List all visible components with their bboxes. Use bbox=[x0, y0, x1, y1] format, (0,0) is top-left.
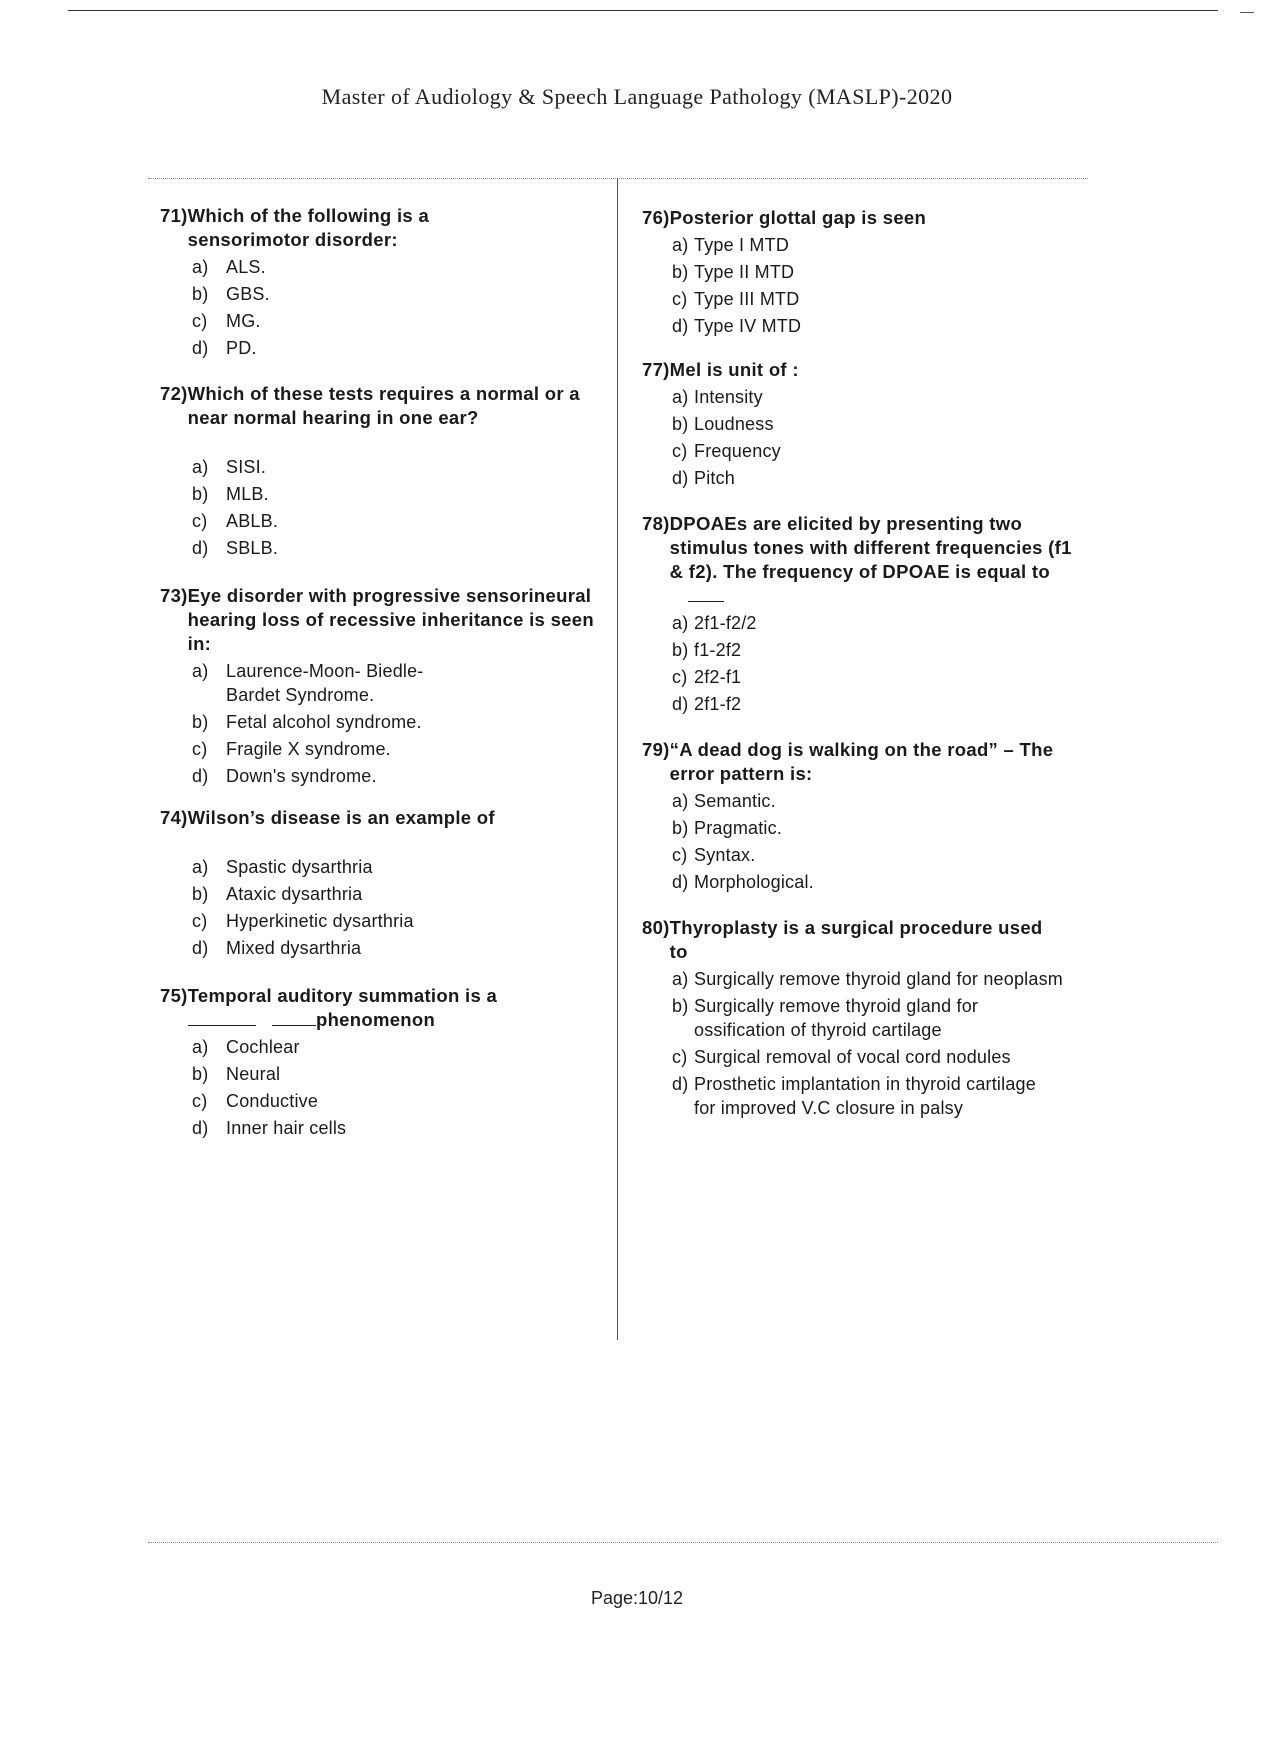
option-d: d) Mixed dysarthria bbox=[192, 938, 362, 958]
option-c: c) Syntax. bbox=[672, 845, 756, 865]
question-72 bbox=[160, 382, 600, 560]
option-a: a) Semantic. bbox=[672, 791, 776, 811]
answer-blank bbox=[188, 1025, 256, 1026]
option-b: b) GBS. bbox=[192, 284, 270, 304]
option-d: d) Prosthetic implantation in thyroid cartilage for improved V.C closure in palsy bbox=[672, 1074, 1036, 1118]
question-text: Eye disorder with progressive sensorineural hearing loss of recessive inheritance is seen in: bbox=[187, 585, 594, 654]
question-text: Wilson’s disease is an example of bbox=[187, 807, 495, 828]
option-c: c) Surgical removal of vocal cord nodules bbox=[672, 1047, 1011, 1067]
option-d: d) Inner hair cells bbox=[192, 1118, 347, 1138]
option-c: c) 2f2-f1 bbox=[672, 667, 742, 687]
option-a: a) Laurence-Moon- Biedle- Bardet Syndrome. bbox=[192, 661, 424, 705]
option-b: b) MLB. bbox=[192, 484, 269, 504]
question-76 bbox=[642, 206, 1072, 338]
question-text: Thyroplasty is a surgical procedure used to bbox=[669, 917, 1043, 962]
option-b: b) Loudness bbox=[672, 414, 774, 434]
option-c: c) Fragile X syndrome. bbox=[192, 739, 391, 759]
page-title: Master of Audiology & Speech Language Pathology (MASLP)-2020 bbox=[321, 84, 953, 109]
option-a: a) Cochlear bbox=[192, 1037, 300, 1057]
question-stem bbox=[160, 806, 600, 830]
option-d: d) Down's syndrome. bbox=[192, 766, 377, 786]
option-d: d) 2f1-f2 bbox=[672, 694, 742, 714]
question-number: 75) bbox=[160, 985, 188, 1006]
question-text: Which of these tests requires a normal or a near normal hearing in one ear? bbox=[187, 383, 580, 428]
option-a: a) SISI. bbox=[192, 457, 267, 477]
question-number: 71) bbox=[160, 205, 188, 226]
spacer bbox=[160, 830, 600, 852]
question-78 bbox=[642, 512, 1072, 716]
option-d: d) Morphological. bbox=[672, 872, 814, 892]
question-number: 77) bbox=[642, 359, 670, 380]
option-c: c) ABLB. bbox=[192, 511, 279, 531]
question-79 bbox=[642, 738, 1072, 894]
option-a: a) ALS. bbox=[192, 257, 266, 277]
option-b: b) Neural bbox=[192, 1064, 281, 1084]
answer-blank bbox=[272, 1025, 316, 1026]
footer-divider bbox=[148, 1542, 1218, 1543]
question-stem bbox=[642, 738, 1072, 786]
question-text: Temporal auditory summation is a phenomenon bbox=[187, 985, 498, 1030]
question-stem bbox=[160, 204, 600, 252]
question-text: Mel is unit of : bbox=[669, 359, 799, 380]
option-b: b) f1-2f2 bbox=[672, 640, 742, 660]
question-stem bbox=[642, 916, 1072, 964]
question-stem bbox=[160, 584, 600, 656]
question-number: 80) bbox=[642, 917, 670, 938]
option-c: c) MG. bbox=[192, 311, 261, 331]
question-number: 73) bbox=[160, 585, 188, 606]
top-rule-mark bbox=[1240, 12, 1254, 13]
option-a: a) Spastic dysarthria bbox=[192, 857, 373, 877]
question-stem bbox=[160, 382, 600, 430]
option-d: d) Pitch bbox=[672, 468, 736, 488]
option-d: d) SBLB. bbox=[192, 538, 279, 558]
question-73 bbox=[160, 584, 600, 788]
option-a: a) Intensity bbox=[672, 387, 763, 407]
question-text: “A dead dog is walking on the road” – The error pattern is: bbox=[669, 739, 1054, 784]
option-c: c) Conductive bbox=[192, 1091, 319, 1111]
column-divider bbox=[617, 178, 618, 1340]
question-75 bbox=[160, 984, 600, 1140]
answer-blank bbox=[688, 601, 724, 602]
question-text: DPOAEs are elicited by presenting two stimulus tones with different frequencies (f1 & f2). The frequency of DPOAE is equal to bbox=[670, 512, 1072, 608]
option-b: b) Surgically remove thyroid gland for ossification of thyroid cartilage bbox=[672, 996, 979, 1040]
option-c: c) Type III MTD bbox=[672, 289, 800, 309]
option-a: a) Type I MTD bbox=[672, 235, 790, 255]
spacer bbox=[160, 430, 600, 452]
question-77 bbox=[642, 358, 1072, 490]
question-stem bbox=[642, 512, 1072, 608]
question-number: 76) bbox=[642, 207, 670, 228]
question-stem bbox=[642, 206, 1072, 230]
option-c: c) Frequency bbox=[672, 441, 781, 461]
option-b: b) Fetal alcohol syndrome. bbox=[192, 712, 422, 732]
header-divider bbox=[148, 178, 1088, 179]
option-b: b) Pragmatic. bbox=[672, 818, 783, 838]
option-b: b) Ataxic dysarthria bbox=[192, 884, 363, 904]
option-a: a) Surgically remove thyroid gland for neoplasm bbox=[672, 969, 1063, 989]
question-number: 79) bbox=[642, 739, 670, 760]
option-d: d) PD. bbox=[192, 338, 257, 358]
question-74 bbox=[160, 806, 600, 960]
top-rule bbox=[68, 10, 1218, 11]
question-number: 78) bbox=[642, 513, 670, 534]
question-stem bbox=[642, 358, 1072, 382]
page-number: Page:10/12 bbox=[590, 1588, 684, 1608]
question-text: Posterior glottal gap is seen bbox=[669, 207, 927, 228]
option-d: d) Type IV MTD bbox=[672, 316, 802, 336]
question-71 bbox=[160, 204, 600, 360]
question-80 bbox=[642, 916, 1072, 1120]
option-a: a) 2f1-f2/2 bbox=[672, 613, 757, 633]
option-b: b) Type II MTD bbox=[672, 262, 795, 282]
question-stem bbox=[160, 984, 600, 1032]
question-number: 72) bbox=[160, 383, 188, 404]
question-number: 74) bbox=[160, 807, 188, 828]
option-c: c) Hyperkinetic dysarthria bbox=[192, 911, 414, 931]
question-text: Which of the following is a sensorimotor disorder: bbox=[187, 205, 430, 250]
